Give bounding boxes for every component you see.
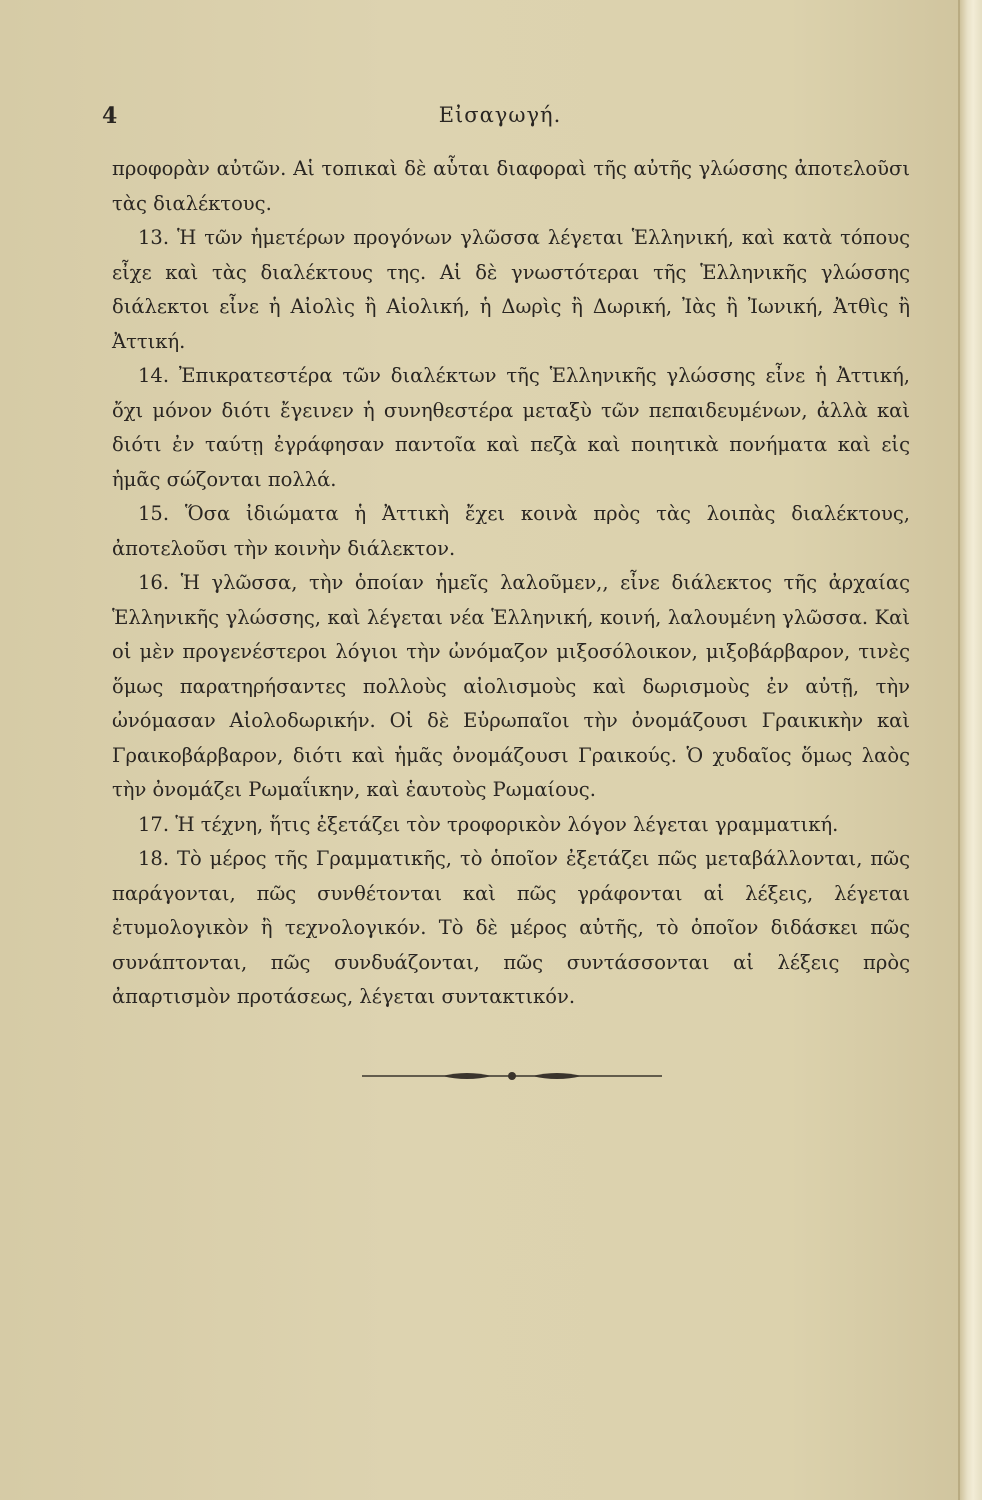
running-title: Εἰσαγωγή. [438, 103, 562, 127]
ornamental-rule [362, 1070, 662, 1082]
paragraph-17: 17. Ἡ τέχνη, ἥτις ἐξετάζει τὸν τροφορικὸν λόγον λέγεται γραμματική. [138, 812, 839, 836]
paragraph-15: 15. Ὅσα ἰδιώματα ἡ Ἀττικὴ ἔχει κοινὰ πρὸς τὰς λοιπὰς διαλέκτους, ἀποτελοῦσι τὴν κοινὴν διάλεκτον. [112, 502, 910, 560]
paragraph-continuation: προφορὰν αὐτῶν. Αἱ τοπικαὶ δὲ αὗται διαφοραὶ τῆς αὐτῆς γλώσσης ἀποτελοῦσι τὰς διαλέκτους. [112, 157, 910, 215]
paragraph-13: 13. Ἡ τῶν ἡμετέρων προγόνων γλῶσσα λέγεται Ἑλληνική, καὶ κατὰ τόπους εἶχε καὶ τὰς διαλέκτους της. Αἱ δὲ γνωστότεραι τῆς Ἑλληνικῆς γλώσσης διάλεκτοι εἶνε ἡ Αἰολὶς ἢ Αἰολική, ἡ Δωρὶς ἢ Δωρική, Ἰὰς ἢ Ἰωνική, Ἀτθὶς ἢ Ἀττική. [112, 226, 910, 353]
paragraph-16: 16. Ἡ γλῶσσα, τὴν ὁποίαν ἡμεῖς λαλοῦμεν,, εἶνε διάλεκτος τῆς ἀρχαίας Ἑλληνικῆς γλώσσης, καὶ λέγεται νέα Ἑλληνική, κοινή, λαλουμένη γλῶσσα. Καὶ οἱ μὲν προγενέστεροι λόγιοι τὴν ὠνόμαζον μιξοσόλοικον, μιξοβάρβαρον, τινὲς ὅμως παρατηρήσαντες πολλοὺς αἰολισμοὺς καὶ δωρισμοὺς ἐν αὐτῇ, τὴν ὠνόμασαν Αἰολοδωρικήν. Οἱ δὲ Εὐρωπαῖοι τὴν ὀνομάζουσι Γραικικὴν καὶ Γραικοβάρβαρον, διότι καὶ ἡμᾶς ὀνομάζουσι Γραικούς. Ὁ χυδαῖος ὅμως λαὸς τὴν ὀνομάζει Ρωμαΐικην, καὶ ἑαυτοὺς Ρωμαίους. [112, 571, 910, 801]
page-spine-edge [958, 0, 982, 1500]
page-number: 4 [102, 103, 118, 129]
body-text [112, 152, 910, 1015]
paragraph-18: 18. Τὸ μέρος τῆς Γραμματικῆς, τὸ ὁποῖον ἐξετάζει πῶς μεταβάλλονται, πῶς παράγονται, πῶς συνθέτονται καὶ πῶς γράφονται αἱ λέξεις, λέγεται ἐτυμολογικὸν ἢ τεχνολογικόν. Τὸ δὲ μέρος αὐτῆς, τὸ ὁποῖον διδάσκει πῶς συνάπτονται, πῶς συνδυάζονται, πῶς συντάσσονται αἱ λέξεις πρὸς ἀπαρτισμὸν προτάσεως, λέγεται συντακτικόν. [112, 847, 910, 1008]
paragraph-14: 14. Ἐπικρατεστέρα τῶν διαλέκτων τῆς Ἑλληνικῆς γλώσσης εἶνε ἡ Ἀττική, ὄχι μόνον διότι ἔγεινεν ἡ συνηθεστέρα μεταξὺ τῶν πεπαιδευμένων, ἀλλὰ καὶ διότι ἐν ταύτῃ ἐγράφησαν παντοῖα καὶ πεζὰ καὶ ποιητικὰ πονήματα καὶ εἰς ἡμᾶς σώζονται πολλά. [112, 364, 910, 491]
page-header [100, 103, 900, 143]
